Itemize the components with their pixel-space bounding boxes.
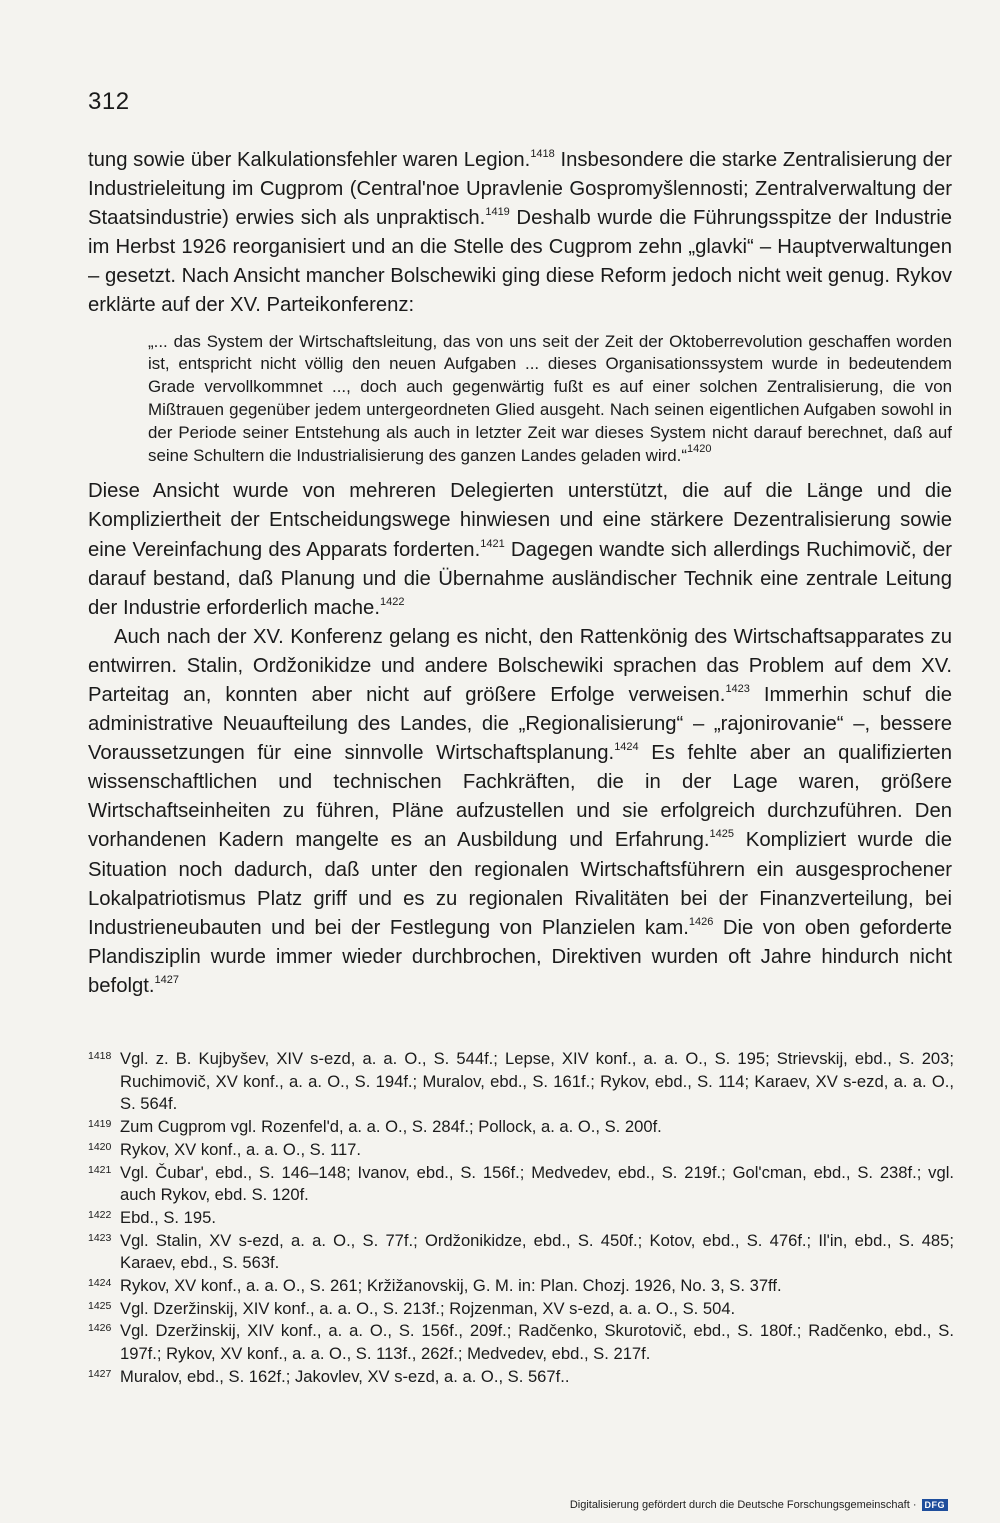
footnote-number: 1418 [88, 1050, 112, 1062]
footnote-ref: 1425 [709, 828, 735, 841]
footnote-ref: 1426 [688, 915, 714, 928]
digitization-credit [570, 1499, 948, 1511]
footnote-number: 1427 [88, 1367, 112, 1380]
footnote-text: Muralov, ebd., S. 162f.; Jakovlev, XV s-ezd, a. a. O., S. 567f.. [120, 1366, 570, 1386]
footnote-ref: 1418 [530, 148, 555, 160]
footnote-text: Vgl. Stalin, XV s-ezd, a. a. O., S. 77f.; Ordžonikidze, ebd., S. 450f.; Kotov, ebd., S. 476f.; Il'in, ebd., S. 485; Karaev, ebd., S. 563f. [120, 1230, 954, 1273]
footnote [88, 1275, 954, 1298]
footnote-number: 1425 [88, 1299, 112, 1312]
footnote [88, 1298, 954, 1321]
footnote-text: Rykov, XV konf., a. a. O., S. 117. [120, 1139, 362, 1159]
paragraph-1: tung sowie über Kalkulationsfehler waren Legion.$^{1418}$ Insbesondere die starke Zentralisierung der Industrieleitung im Cugprom (Central'noe Upravlenie Gospromyšlennosti; Zentralverwaltung der Staatsindustrie) erwies sich als unpraktisch.$^{1419}$ Deshalb wurde die Führungsspitze der Industrie im Herbst 1926 reorganisiert und an die Stelle des Cugprom zehn „glavki“ – Hauptverwaltungen – gesetzt. Nach Ansicht mancher Bolschewiki ging diese Reform jedoch nicht weit genug. Rykov erklärte auf der XV. Parteikonferenz: [88, 148, 952, 317]
footnote-number: 1422 [88, 1208, 112, 1221]
footnote-number: 1419 [88, 1118, 112, 1131]
footnote-ref: 1422 [379, 595, 405, 608]
footnote-number: 1424 [88, 1277, 112, 1290]
footnote-ref: 1423 [725, 683, 750, 695]
footnote-text: Vgl. Dzeržinskij, XIV konf., a. a. O., S. 213f.; Rojzenman, XV s-ezd, a. a. O., S. 504. [120, 1298, 736, 1318]
footnote-text: Zum Cugprom vgl. Rozenfel'd, a. a. O., S. 284f.; Pollock, a. a. O., S. 200f. [120, 1117, 662, 1137]
footnote-ref: 1419 [485, 206, 510, 219]
footnote-text: Rykov, XV konf., a. a. O., S. 261; Kržižanovskij, G. M. in: Plan. Chozj. 1926, No. 3, S. 37ff. [120, 1276, 782, 1296]
paragraph-3: Auch nach der XV. Konferenz gelang es nicht, den Rattenkönig des Wirtschaftsapparates zu entwirren. Stalin, Ordžonikidze und andere Bolschewiki sprachen das Problem auf dem XV. Parteitag an, konnten aber nicht auf größere Erfolge verweisen.$^{1423}$ Immerhin schuf die administrative Neuaufteilung des Landes, die „Regionalisierung“ – „rajonirovanie“ –, bessere Voraussetzungen für eine sinnvolle Wirtschaftsplanung.$^{1424}$ Es fehlte aber an qualifizierten wissenschaftlichen und technischen Fachkräften, die in der Lage waren, größere Wirtschaftseinheiten zu führen, Pläne aufzustellen und sie erfolgreich durchzuführen. Den vorhandenen Kadern mangelte es an Ausbildung und Erfahrung.$^{1425}$ Kompliziert wurde die Situation noch dadurch, daß unter den regionalen Wirtschaftsführern ein ausgesprochener Lokalpatriotismus Platz griff und es zu regionalen Rivalitäten bei der Finanzverteilung, bei Industrieneubauten und bei der Festlegung von Planzielen kam.$^{1426}$ Die von oben geforderte Plandisziplin wurde immer wieder durchbrochen, Direktiven wurden oft Jahre hindurch nicht befolgt.$^{1427}$ [88, 625, 952, 997]
footnote-text: Vgl. Čubar', ebd., S. 146–148; Ivanov, ebd., S. 156f.; Medvedev, ebd., S. 219f.; Gol'cman, ebd., S. 238f.; vgl. auch Rykov, ebd. S. 120f. [120, 1162, 954, 1205]
page-number: 312 [88, 88, 130, 115]
footnote-text: Vgl. Dzeržinskij, XIV konf., a. a. O., S. 156f., 209f.; Radčenko, Skurotovič, ebd., S. 180f.; Radčenko, ebd., S. 197f.; Rykov, XV konf., a. a. O., S. 113f., 262f.; Medvedev, ebd., S. 217f. [120, 1321, 954, 1364]
footnote [88, 1048, 954, 1116]
footnote-ref: 1427 [154, 973, 180, 986]
footnote [88, 1162, 954, 1207]
footnote-number: 1420 [88, 1140, 112, 1153]
dfg-logo-icon: DFG [922, 1499, 949, 1511]
paragraph-2: Diese Ansicht wurde von mehreren Delegierten unterstützt, die auf die Länge und die Kompliziertheit der Entscheidungswege hinwiesen und eine stärkere Dezentralisierung sowie eine Vereinfachung des Apparats forderten.$^{1421}$ Dagegen wandte sich allerdings Ruchimovič, der darauf bestand, daß Planung und die Übernahme ausländischer Technik eine zentrale Leitung der Industrie erforderlich mache.$^{1422}$ [88, 480, 952, 619]
footnote [88, 1116, 954, 1139]
footnotes [88, 1048, 954, 1389]
footnote-ref: 1420 [686, 442, 712, 455]
footnote-number: 1421 [88, 1163, 112, 1176]
credit-text: Digitalisierung gefördert durch die Deutsche Forschungsgemeinschaft · [569, 1499, 917, 1511]
footnote-number: 1423 [88, 1231, 112, 1244]
footnote [88, 1320, 954, 1365]
footnote [88, 1207, 954, 1230]
footnote-ref: 1421 [480, 537, 505, 550]
footnote [88, 1139, 954, 1162]
footnote-number: 1426 [88, 1322, 112, 1335]
block-quote: „... das System der Wirtschaftsleitung, das von uns seit der Zeit der Oktoberrevolution geschaffen worden ist, entspricht nicht völlig den neuen Aufgaben ... dieses Organisationssystem wurde in bedeutendem Grade vervollkommnet ..., doch auch gegenwärtig fußt es auf einer solchen Zentralisierung, die von Mißtrauen gegenüber jedem untergeordneten Glied ausgeht. Nach seinen eigentlichen Aufgaben sowohl in der Periode seiner Entstehung als auch in letzter Zeit war dieses System nicht darauf berechnet, daß auf seine Schultern die Industrialisierung des ganzen Landes geladen wird.“$^{1420}$ [148, 331, 952, 465]
main-text [88, 146, 952, 1001]
footnote-ref: 1424 [614, 741, 639, 754]
footnote [88, 1230, 954, 1275]
footnote [88, 1366, 954, 1389]
footnote-text: Vgl. z. B. Kujbyšev, XIV s-ezd, a. a. O., S. 544f.; Lepse, XIV konf., a. a. O., S. 195; Strievskij, ebd., S. 203; Ruchimovič, XV konf., a. a. O., S. 194f.; Muralov, ebd., S. 161f.; Rykov, ebd., S. 114; Karaev, XV s-ezd, a. a. O., S. 564f. [120, 1049, 954, 1114]
footnote-text: Ebd., S. 195. [120, 1207, 216, 1227]
